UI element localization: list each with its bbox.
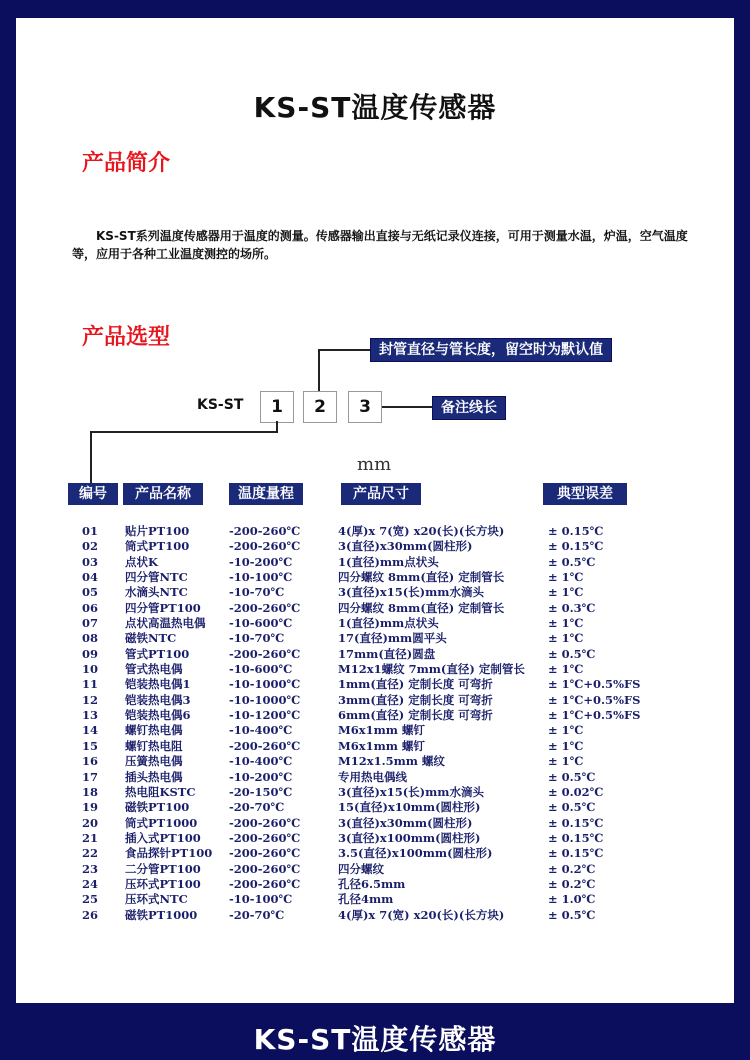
row-product-size: 专用热电偶线 <box>338 769 407 784</box>
row-product-name: 磁铁PT1000 <box>125 907 198 922</box>
page-title: KS-ST温度传感器 <box>253 91 497 124</box>
connector-slot1-horizontal <box>90 431 278 433</box>
table-row <box>0 647 750 662</box>
row-typical-error: ± 0.15℃ <box>548 815 604 830</box>
row-typical-error: ± 1℃ <box>548 616 584 631</box>
row-product-size: M12x1螺纹 7mm(直径) 定制管长 <box>338 662 525 677</box>
table-row <box>0 662 750 677</box>
row-typical-error: ± 1℃ <box>548 662 584 677</box>
row-product-name: 压簧热电偶 <box>125 754 183 769</box>
row-product-size: M6x1mm 螺钉 <box>338 723 425 738</box>
row-temperature-range: -200-260℃ <box>229 846 301 861</box>
header-product-name: 产品名称 <box>123 483 203 505</box>
callout-slot3: 备注线长 <box>432 396 506 420</box>
row-temperature-range: -10-100℃ <box>229 892 293 907</box>
row-typical-error: ± 1.0℃ <box>548 892 596 907</box>
row-typical-error: ± 1℃ <box>548 631 584 646</box>
row-temperature-range: -10-1000℃ <box>229 692 301 707</box>
row-typical-error: ± 0.15℃ <box>548 539 604 554</box>
row-temperature-range: -10-100℃ <box>229 570 293 585</box>
row-product-name: 压环式PT100 <box>125 876 201 891</box>
row-product-name: 点状高温热电偶 <box>125 616 206 631</box>
row-number: 21 <box>82 830 99 845</box>
row-number: 09 <box>82 646 99 661</box>
row-number: 02 <box>82 539 99 554</box>
row-number: 15 <box>82 738 99 753</box>
row-number: 23 <box>82 861 99 876</box>
table-row <box>0 539 750 554</box>
row-product-size: 四分螺纹 8mm(直径) 定制管长 <box>338 570 505 585</box>
row-number: 24 <box>82 876 99 891</box>
row-number: 06 <box>82 600 99 615</box>
row-temperature-range: -200-260℃ <box>229 539 301 554</box>
row-number: 22 <box>82 846 99 861</box>
row-number: 11 <box>82 677 99 692</box>
table-row <box>0 708 750 723</box>
row-product-name: 筒式PT1000 <box>125 815 198 830</box>
intro-paragraph: KS-ST系列温度传感器用于温度的测量。传感器输出直接与无纸记录仪连接，可用于测量水温，炉温，空气温度等，应用于各种工业温度测控的场所。 <box>72 229 688 261</box>
table-row <box>0 555 750 570</box>
row-typical-error: ± 1℃+0.5%FS <box>548 692 641 707</box>
row-number: 04 <box>82 570 99 585</box>
row-product-name: 食品探针PT100 <box>125 846 213 861</box>
row-product-size: M12x1.5mm 螺纹 <box>338 754 445 769</box>
row-number: 07 <box>82 616 99 631</box>
row-number: 25 <box>82 892 99 907</box>
row-product-size: 孔径6.5mm <box>338 876 406 891</box>
row-typical-error: ± 1℃ <box>548 754 584 769</box>
intro-heading: 产品简介 <box>82 151 171 176</box>
table-row <box>0 831 750 846</box>
row-typical-error: ± 0.5℃ <box>548 800 596 815</box>
row-temperature-range: -200-260℃ <box>229 600 301 615</box>
table-row <box>0 908 750 923</box>
row-number: 18 <box>82 784 99 799</box>
row-product-name: 管式PT100 <box>125 646 190 661</box>
row-product-name: 热电阻KSTC <box>125 784 196 799</box>
row-number: 26 <box>82 907 99 922</box>
row-number: 17 <box>82 769 99 784</box>
row-product-size: 1(直径)mm点状头 <box>338 616 439 631</box>
row-temperature-range: -200-260℃ <box>229 815 301 830</box>
row-product-name: 插入式PT100 <box>125 830 201 845</box>
row-typical-error: ± 0.5℃ <box>548 646 596 661</box>
row-product-name: 贴片PT100 <box>125 524 190 538</box>
row-typical-error: ± 1℃+0.5%FS <box>548 677 641 692</box>
table-row <box>0 770 750 785</box>
row-temperature-range: -10-70℃ <box>229 631 285 646</box>
row-temperature-range: -10-200℃ <box>229 769 293 784</box>
table-row <box>0 816 750 831</box>
row-product-size: 3mm(直径) 定制长度 可弯折 <box>338 692 493 707</box>
row-temperature-range: -200-260℃ <box>229 524 301 538</box>
table-row <box>0 601 750 616</box>
table-row <box>0 739 750 754</box>
row-temperature-range: -200-260℃ <box>229 876 301 891</box>
row-product-name: 磁铁PT100 <box>125 800 190 815</box>
table-row <box>0 677 750 692</box>
row-product-name: 点状K <box>125 554 158 569</box>
row-typical-error: ± 0.15℃ <box>548 524 604 538</box>
row-product-size: M6x1mm 螺钉 <box>338 738 425 753</box>
table-row <box>0 754 750 769</box>
model-slot-2: 2 <box>303 391 337 423</box>
row-temperature-range: -20-150℃ <box>229 784 293 799</box>
row-product-name: 螺钉热电阻 <box>125 738 183 753</box>
row-product-name: 插头热电偶 <box>125 769 183 784</box>
row-temperature-range: -10-1000℃ <box>229 677 301 692</box>
row-temperature-range: -10-400℃ <box>229 723 293 738</box>
row-product-size: 4(厚)x 7(宽) x20(长)(长方块) <box>338 524 505 538</box>
row-product-size: 1mm(直径) 定制长度 可弯折 <box>338 677 493 692</box>
row-typical-error: ± 0.02℃ <box>548 784 604 799</box>
row-product-size: 6mm(直径) 定制长度 可弯折 <box>338 708 493 723</box>
row-number: 01 <box>82 524 99 538</box>
row-product-size: 四分螺纹 8mm(直径) 定制管长 <box>338 600 505 615</box>
row-product-size: 3(直径)x15(长)mm水滴头 <box>338 784 484 799</box>
row-temperature-range: -10-70℃ <box>229 585 285 600</box>
model-slot-1: 1 <box>260 391 294 423</box>
row-typical-error: ± 0.5℃ <box>548 554 596 569</box>
header-product-size: 产品尺寸 <box>341 483 421 505</box>
row-typical-error: ± 0.5℃ <box>548 907 596 922</box>
unit-note: mm <box>357 454 392 475</box>
row-temperature-range: -200-260℃ <box>229 861 301 876</box>
row-typical-error: ± 0.3℃ <box>548 600 596 615</box>
row-typical-error: ± 0.15℃ <box>548 846 604 861</box>
header-number: 编号 <box>68 483 118 505</box>
table-row <box>0 877 750 892</box>
row-product-name: 铠装热电偶1 <box>125 677 191 692</box>
callout-slot2: 封管直径与管长度，留空时为默认值 <box>370 338 612 362</box>
row-product-name: 水滴头NTC <box>125 585 188 600</box>
row-typical-error: ± 1℃ <box>548 738 584 753</box>
row-product-name: 管式热电偶 <box>125 662 183 677</box>
row-product-name: 磁铁NTC <box>125 631 177 646</box>
table-row <box>0 723 750 738</box>
row-typical-error: ± 0.15℃ <box>548 830 604 845</box>
row-temperature-range: -20-70℃ <box>229 800 285 815</box>
row-temperature-range: -10-600℃ <box>229 616 293 631</box>
row-product-size: 3(直径)x30mm(圆柱形) <box>338 539 473 554</box>
row-typical-error: ± 1℃ <box>548 585 584 600</box>
row-temperature-range: -10-200℃ <box>229 554 293 569</box>
row-number: 10 <box>82 662 99 677</box>
footer-title: KS-ST温度传感器 <box>253 1023 497 1056</box>
row-typical-error: ± 1℃ <box>548 723 584 738</box>
row-number: 03 <box>82 554 99 569</box>
row-product-name: 二分管PT100 <box>125 861 201 876</box>
row-temperature-range: -20-70℃ <box>229 907 285 922</box>
connector-slot2-vertical <box>318 349 320 391</box>
row-product-name: 螺钉热电偶 <box>125 723 183 738</box>
row-number: 16 <box>82 754 99 769</box>
row-typical-error: ± 0.5℃ <box>548 769 596 784</box>
table-row <box>0 785 750 800</box>
selection-heading: 产品选型 <box>82 325 171 350</box>
row-product-size: 孔径4mm <box>338 892 394 907</box>
row-product-size: 3(直径)x15(长)mm水滴头 <box>338 585 484 600</box>
row-number: 08 <box>82 631 99 646</box>
table-row <box>0 585 750 600</box>
row-number: 12 <box>82 692 99 707</box>
row-temperature-range: -200-260℃ <box>229 646 301 661</box>
row-typical-error: ± 0.2℃ <box>548 861 596 876</box>
row-product-size: 四分螺纹 <box>338 861 384 876</box>
row-temperature-range: -10-1200℃ <box>229 708 301 723</box>
row-number: 13 <box>82 708 99 723</box>
table-row <box>0 616 750 631</box>
spec-table <box>0 524 750 923</box>
model-prefix: KS-ST <box>197 397 244 413</box>
row-product-size: 17mm(直径)圆盘 <box>338 646 436 661</box>
table-row <box>0 862 750 877</box>
row-product-size: 15(直径)x10mm(圆柱形) <box>338 800 481 815</box>
row-product-name: 筒式PT100 <box>125 539 190 554</box>
row-product-name: 四分管PT100 <box>125 600 201 615</box>
row-product-size: 3.5(直径)x100mm(圆柱形) <box>338 846 493 861</box>
table-row <box>0 693 750 708</box>
table-row <box>0 892 750 907</box>
row-typical-error: ± 0.2℃ <box>548 876 596 891</box>
header-typical-error: 典型误差 <box>543 483 627 505</box>
connector-slot3-horizontal <box>382 406 432 408</box>
table-row <box>0 524 750 539</box>
model-slot-3: 3 <box>348 391 382 423</box>
table-row <box>0 800 750 815</box>
row-temperature-range: -10-400℃ <box>229 754 293 769</box>
row-typical-error: ± 1℃+0.5%FS <box>548 708 641 723</box>
row-number: 05 <box>82 585 99 600</box>
row-product-name: 压环式NTC <box>125 892 188 907</box>
table-row <box>0 846 750 861</box>
row-product-size: 3(直径)x30mm(圆柱形) <box>338 815 473 830</box>
row-product-size: 17(直径)mm圆平头 <box>338 631 447 646</box>
row-number: 20 <box>82 815 99 830</box>
row-number: 19 <box>82 800 99 815</box>
table-row <box>0 570 750 585</box>
row-product-size: 4(厚)x 7(宽) x20(长)(长方块) <box>338 907 505 922</box>
row-temperature-range: -10-600℃ <box>229 662 293 677</box>
row-temperature-range: -200-260℃ <box>229 738 301 753</box>
row-product-name: 铠装热电偶3 <box>125 692 191 707</box>
row-temperature-range: -200-260℃ <box>229 830 301 845</box>
row-number: 14 <box>82 723 99 738</box>
row-product-size: 3(直径)x100mm(圆柱形) <box>338 830 481 845</box>
table-row <box>0 631 750 646</box>
row-product-size: 1(直径)mm点状头 <box>338 554 439 569</box>
header-temperature-range: 温度量程 <box>229 483 303 505</box>
row-product-name: 四分管NTC <box>125 570 188 585</box>
connector-slot1-down <box>90 431 92 483</box>
row-product-name: 铠装热电偶6 <box>125 708 191 723</box>
row-typical-error: ± 1℃ <box>548 570 584 585</box>
connector-slot2-horizontal <box>318 349 370 351</box>
